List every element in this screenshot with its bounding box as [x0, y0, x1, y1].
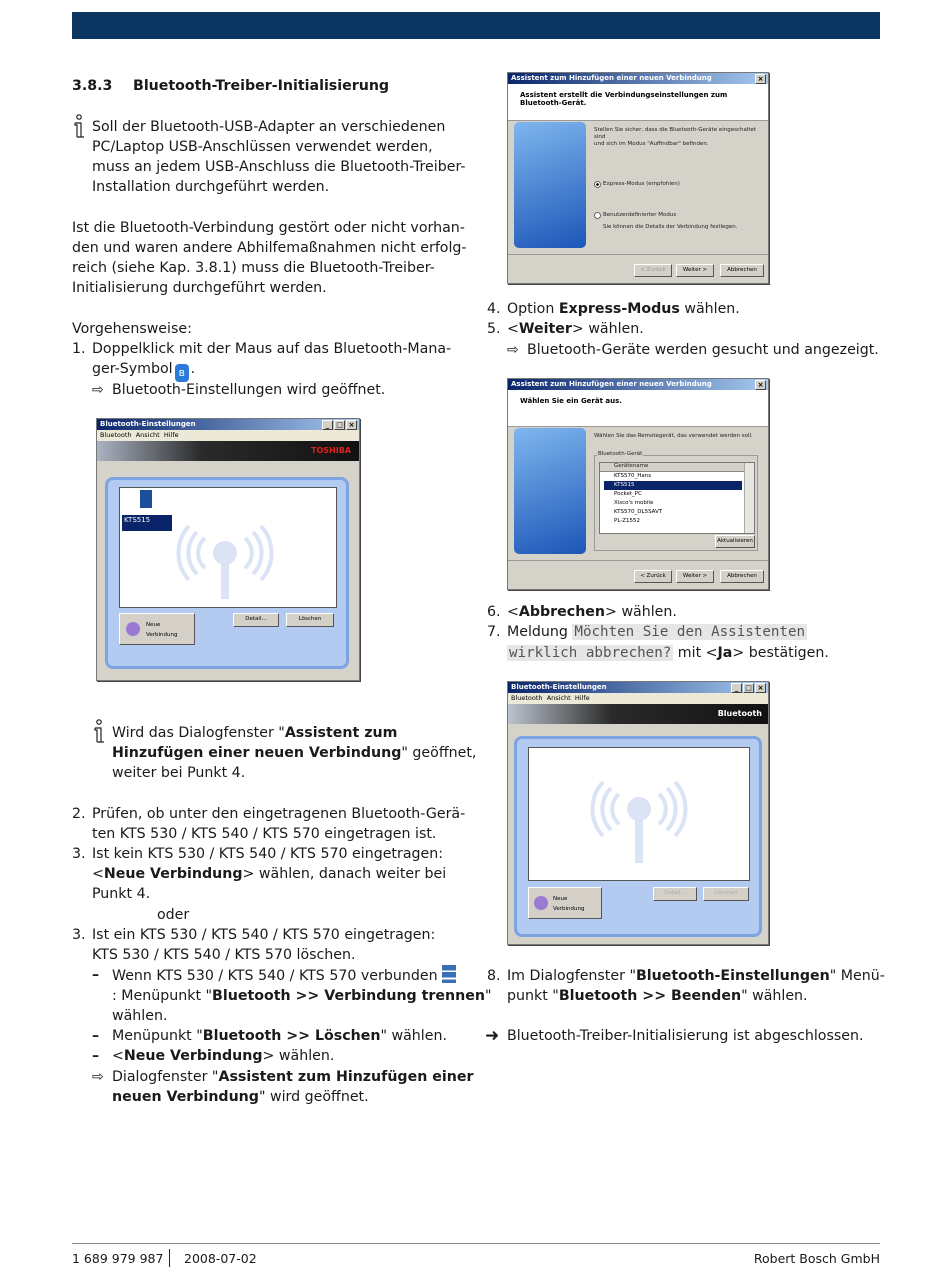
express-mode-label: Express-Modus (empfohlen) — [603, 181, 680, 187]
footer-docnum: 1 689 979 987 — [72, 1251, 164, 1266]
step3a-line3: Punkt 4. — [92, 886, 151, 902]
step3a-line1: Ist kein KTS 530 / KTS 540 / KTS 570 eingetragen: — [92, 846, 444, 862]
wizard-window-mode — [507, 72, 769, 284]
step-number: 1. — [72, 341, 86, 357]
step3a-line2: <Neue Verbindung> wählen, danach weiter bei — [92, 866, 447, 882]
note1-line: Installation durchgeführt werden. — [92, 179, 330, 195]
bluetooth-settings-window-2 — [507, 681, 769, 945]
wizard-heading-area: Wählen Sie ein Gerät aus. — [508, 390, 768, 427]
close-icon[interactable]: × — [755, 74, 766, 84]
step6-text: <Abbrechen> wählen. — [507, 604, 677, 620]
device-row[interactable]: Xisco's mobile — [614, 500, 654, 506]
step-number: 4. — [487, 301, 501, 317]
menu-hilfe[interactable]: Hilfe — [163, 431, 179, 439]
step7-line1: Meldung Möchten Sie den Assistenten — [507, 624, 806, 640]
wizard-window-device — [507, 378, 769, 590]
step3b-line1: Ist ein KTS 530 / KTS 540 / KTS 570 eingetragen: — [92, 927, 436, 943]
final-arrow-icon: ➜ — [485, 1026, 500, 1046]
device-row[interactable]: KTS570_Hans — [614, 473, 652, 479]
step3b-line2: KTS 530 / KTS 540 / KTS 570 löschen. — [92, 947, 356, 963]
detail-button[interactable]: Detail... — [233, 613, 279, 627]
step1-result: Bluetooth-Einstellungen wird geöffnet. — [112, 382, 386, 398]
close-icon[interactable]: × — [346, 420, 357, 430]
new-connection-button[interactable]: Neue Verbindung — [119, 613, 195, 645]
step-number: 3. — [72, 846, 86, 862]
brand-logo: Bluetooth — [717, 709, 762, 718]
express-mode-radio[interactable] — [594, 181, 601, 188]
device-panel — [514, 736, 762, 937]
wizard-illustration — [514, 428, 586, 554]
divider — [508, 560, 768, 561]
wizard-info: Wählen Sie das Remotegerät, das verwendet werden soll. — [594, 433, 753, 439]
menu-ansicht[interactable]: Ansicht — [135, 431, 160, 439]
page-header: de | 12 | KTS 530 / KTS 540 / KTS 570 | Gerätebeschreibung — [72, 12, 880, 39]
wizard-info: Stellen Sie sicher, dass die Bluetooth-Geräte eingeschaltet sind und sich im Modus "Auffindbar" befinden. — [594, 127, 757, 147]
header-lang: de — [92, 44, 113, 60]
header-product: KTS 530 / KTS 540 / KTS 570 — [193, 44, 425, 60]
back-button[interactable]: < Zurück — [634, 570, 672, 583]
step-number: 6. — [487, 604, 501, 620]
sub2: Menüpunkt "Bluetooth >> Löschen" wählen. — [112, 1028, 447, 1044]
step2-line2: ten KTS 530 / KTS 540 / KTS 570 eingetragen ist. — [92, 826, 437, 842]
dash-bullet: – — [92, 1028, 100, 1044]
maximize-icon[interactable]: □ — [334, 420, 345, 430]
refresh-button[interactable]: Aktualisieren — [715, 535, 755, 548]
window-title: Bluetooth-Einstellungen _ □ × — [508, 682, 768, 693]
dash-bullet: – — [92, 1048, 100, 1064]
step8-line2: punkt "Bluetooth >> Beenden" wählen. — [507, 988, 808, 1004]
menu-bluetooth[interactable]: Bluetooth — [511, 694, 543, 702]
menu-bar — [508, 693, 768, 704]
maximize-icon[interactable]: □ — [743, 683, 754, 693]
final-result: Bluetooth-Treiber-Initialisierung ist abgeschlossen. — [507, 1028, 864, 1044]
step-number: 8. — [487, 968, 501, 984]
header-page: 12 — [147, 44, 169, 60]
note1-line: PC/Laptop USB-Anschlüssen verwendet werden, — [92, 139, 433, 155]
delete-button[interactable]: Löschen — [286, 613, 334, 627]
bluetooth-settings-window — [96, 418, 360, 681]
menu-bluetooth[interactable]: Bluetooth — [100, 431, 132, 439]
sub4-line1: Dialogfenster "Assistent zum Hinzufügen einer — [112, 1069, 474, 1085]
next-button[interactable]: Weiter > — [676, 570, 714, 583]
brand-banner — [508, 704, 768, 724]
step5-result: Bluetooth-Geräte werden gesucht und angezeigt. — [527, 342, 879, 358]
device-list[interactable] — [119, 487, 337, 608]
result-arrow-icon: ⇨ — [507, 342, 519, 358]
procedure-label: Vorgehensweise: — [72, 321, 192, 337]
step-number: 5. — [487, 321, 501, 337]
custom-mode-label: Benutzerdefinierter Modus — [603, 212, 677, 218]
brand-banner — [97, 441, 359, 461]
result-arrow-icon: ⇨ — [92, 382, 104, 398]
para-line: Initialisierung durchgeführt werden. — [72, 280, 327, 296]
footer-rule — [72, 1243, 880, 1244]
device-listbox[interactable] — [599, 462, 755, 534]
wizard-illustration — [514, 122, 586, 248]
device-icon — [140, 490, 152, 508]
delete-button[interactable]: Löschen — [703, 887, 749, 901]
bluetooth-icon: ʙ — [175, 364, 189, 382]
footer-date: 2008-07-02 — [184, 1251, 257, 1266]
note1-line: muss an jedem USB-Anschluss die Bluetooth-Treiber- — [92, 159, 466, 175]
new-connection-button[interactable]: Neue Verbindung — [528, 887, 602, 919]
device-row[interactable]: Pocket_PC — [614, 491, 642, 497]
note2-line3: weiter bei Punkt 4. — [112, 765, 246, 781]
signal-tower-icon — [589, 764, 689, 864]
step-number: 2. — [72, 806, 86, 822]
close-icon[interactable]: × — [755, 683, 766, 693]
note2-line2: Hinzufügen einer neuen Verbindung" geöffnet, — [112, 745, 477, 761]
cancel-button[interactable]: Abbrechen — [720, 570, 764, 583]
step-number: 7. — [487, 624, 501, 640]
window-title: Assistent zum Hinzufügen einer neuen Verbindung × — [508, 379, 768, 390]
detail-button[interactable]: Detail... — [653, 887, 697, 901]
menu-ansicht[interactable]: Ansicht — [546, 694, 571, 702]
device-row-selected[interactable]: KTS515 — [604, 481, 742, 490]
footer-separator — [169, 1249, 170, 1267]
scrollbar[interactable] — [744, 463, 754, 533]
note1-line: Soll der Bluetooth-USB-Adapter an verschiedenen — [92, 119, 446, 135]
close-icon[interactable]: × — [755, 380, 766, 390]
step1-line1: Doppelklick mit der Maus auf das Bluetooth-Mana- — [92, 341, 452, 357]
step7-line2: wirklich abbrechen? mit <Ja> bestätigen. — [509, 645, 829, 661]
connected-device-icon — [442, 965, 456, 983]
device-list[interactable] — [528, 747, 750, 881]
device-row[interactable]: PL-Z1552 — [614, 518, 641, 524]
signal-tower-icon — [175, 510, 275, 600]
dash-bullet: – — [92, 967, 100, 983]
new-connection-icon — [126, 622, 140, 636]
section-number: 3.8.3 — [72, 78, 113, 94]
para-line: reich (siehe Kap. 3.8.1) muss die Bluetooth-Treiber- — [72, 260, 435, 276]
device-row[interactable]: KTS570_DL5SAVT — [614, 509, 663, 515]
divider — [508, 254, 768, 255]
section-title: Bluetooth-Treiber-Initialisierung — [133, 78, 390, 94]
back-button[interactable]: < Zurück — [634, 264, 672, 277]
custom-mode-radio[interactable] — [594, 212, 601, 219]
sub1-line1: Wenn KTS 530 / KTS 540 / KTS 570 verbunden — [112, 965, 456, 986]
result-arrow-icon: ⇨ — [92, 1069, 104, 1085]
para-line: Ist die Bluetooth-Verbindung gestört oder nicht vorhan- — [72, 220, 465, 236]
sub1-line3: wählen. — [112, 1008, 168, 1024]
info-icon — [92, 719, 106, 745]
step8-line1: Im Dialogfenster "Bluetooth-Einstellungen" Menü- — [507, 968, 885, 984]
device-group: Bluetooth-Gerät Gerätename KTS570_Hans KTS515 Pocket_PC Xisco's mobile KTS570_DL5SAVT PL-Z1552 Aktualisieren — [594, 455, 758, 551]
info-icon — [72, 114, 86, 140]
sub4-line2: neuen Verbindung" wird geöffnet. — [112, 1089, 369, 1105]
new-connection-icon — [534, 896, 548, 910]
sub3: <Neue Verbindung> wählen. — [112, 1048, 335, 1064]
window-title: Bluetooth-Einstellungen _ □ × — [97, 419, 359, 430]
device-item-selected[interactable]: KTS515 — [122, 515, 172, 531]
window-title: Assistent zum Hinzufügen einer neuen Verbindung × — [508, 73, 768, 84]
step4-text: Option Express-Modus wählen. — [507, 301, 740, 317]
wizard-heading-area: Assistent erstellt die Verbindungseinstellungen zum Bluetooth-Gerät. — [508, 84, 768, 121]
next-button[interactable]: Weiter > — [676, 264, 714, 277]
or-label: oder — [157, 907, 190, 923]
minimize-icon[interactable]: _ — [322, 420, 333, 430]
note2-line1: Wird das Dialogfenster "Assistent zum — [112, 725, 398, 741]
column-header[interactable]: Gerätename — [600, 463, 744, 472]
header-section: Gerätebeschreibung — [450, 44, 618, 60]
device-panel — [105, 477, 349, 669]
custom-mode-desc: Sie können die Details der Verbindung festlegen. — [603, 224, 738, 230]
para-line: den und waren andere Abhilfemaßnahmen nicht erfolg- — [72, 240, 467, 256]
menu-bar — [97, 430, 359, 441]
step1-line2: ger-Symbol ʙ . — [92, 359, 195, 382]
brand-logo: TOSHIBA — [311, 446, 351, 455]
cancel-button[interactable]: Abbrechen — [720, 264, 764, 277]
menu-hilfe[interactable]: Hilfe — [574, 694, 590, 702]
footer-company: Robert Bosch GmbH — [753, 1251, 880, 1266]
step2-line1: Prüfen, ob unter den eingetragenen Bluetooth-Gerä- — [92, 806, 466, 822]
step-number: 3. — [72, 927, 86, 943]
sub1-line2: : Menüpunkt "Bluetooth >> Verbindung trennen" — [112, 988, 492, 1004]
step5-text: <Weiter> wählen. — [507, 321, 644, 337]
minimize-icon[interactable]: _ — [731, 683, 742, 693]
